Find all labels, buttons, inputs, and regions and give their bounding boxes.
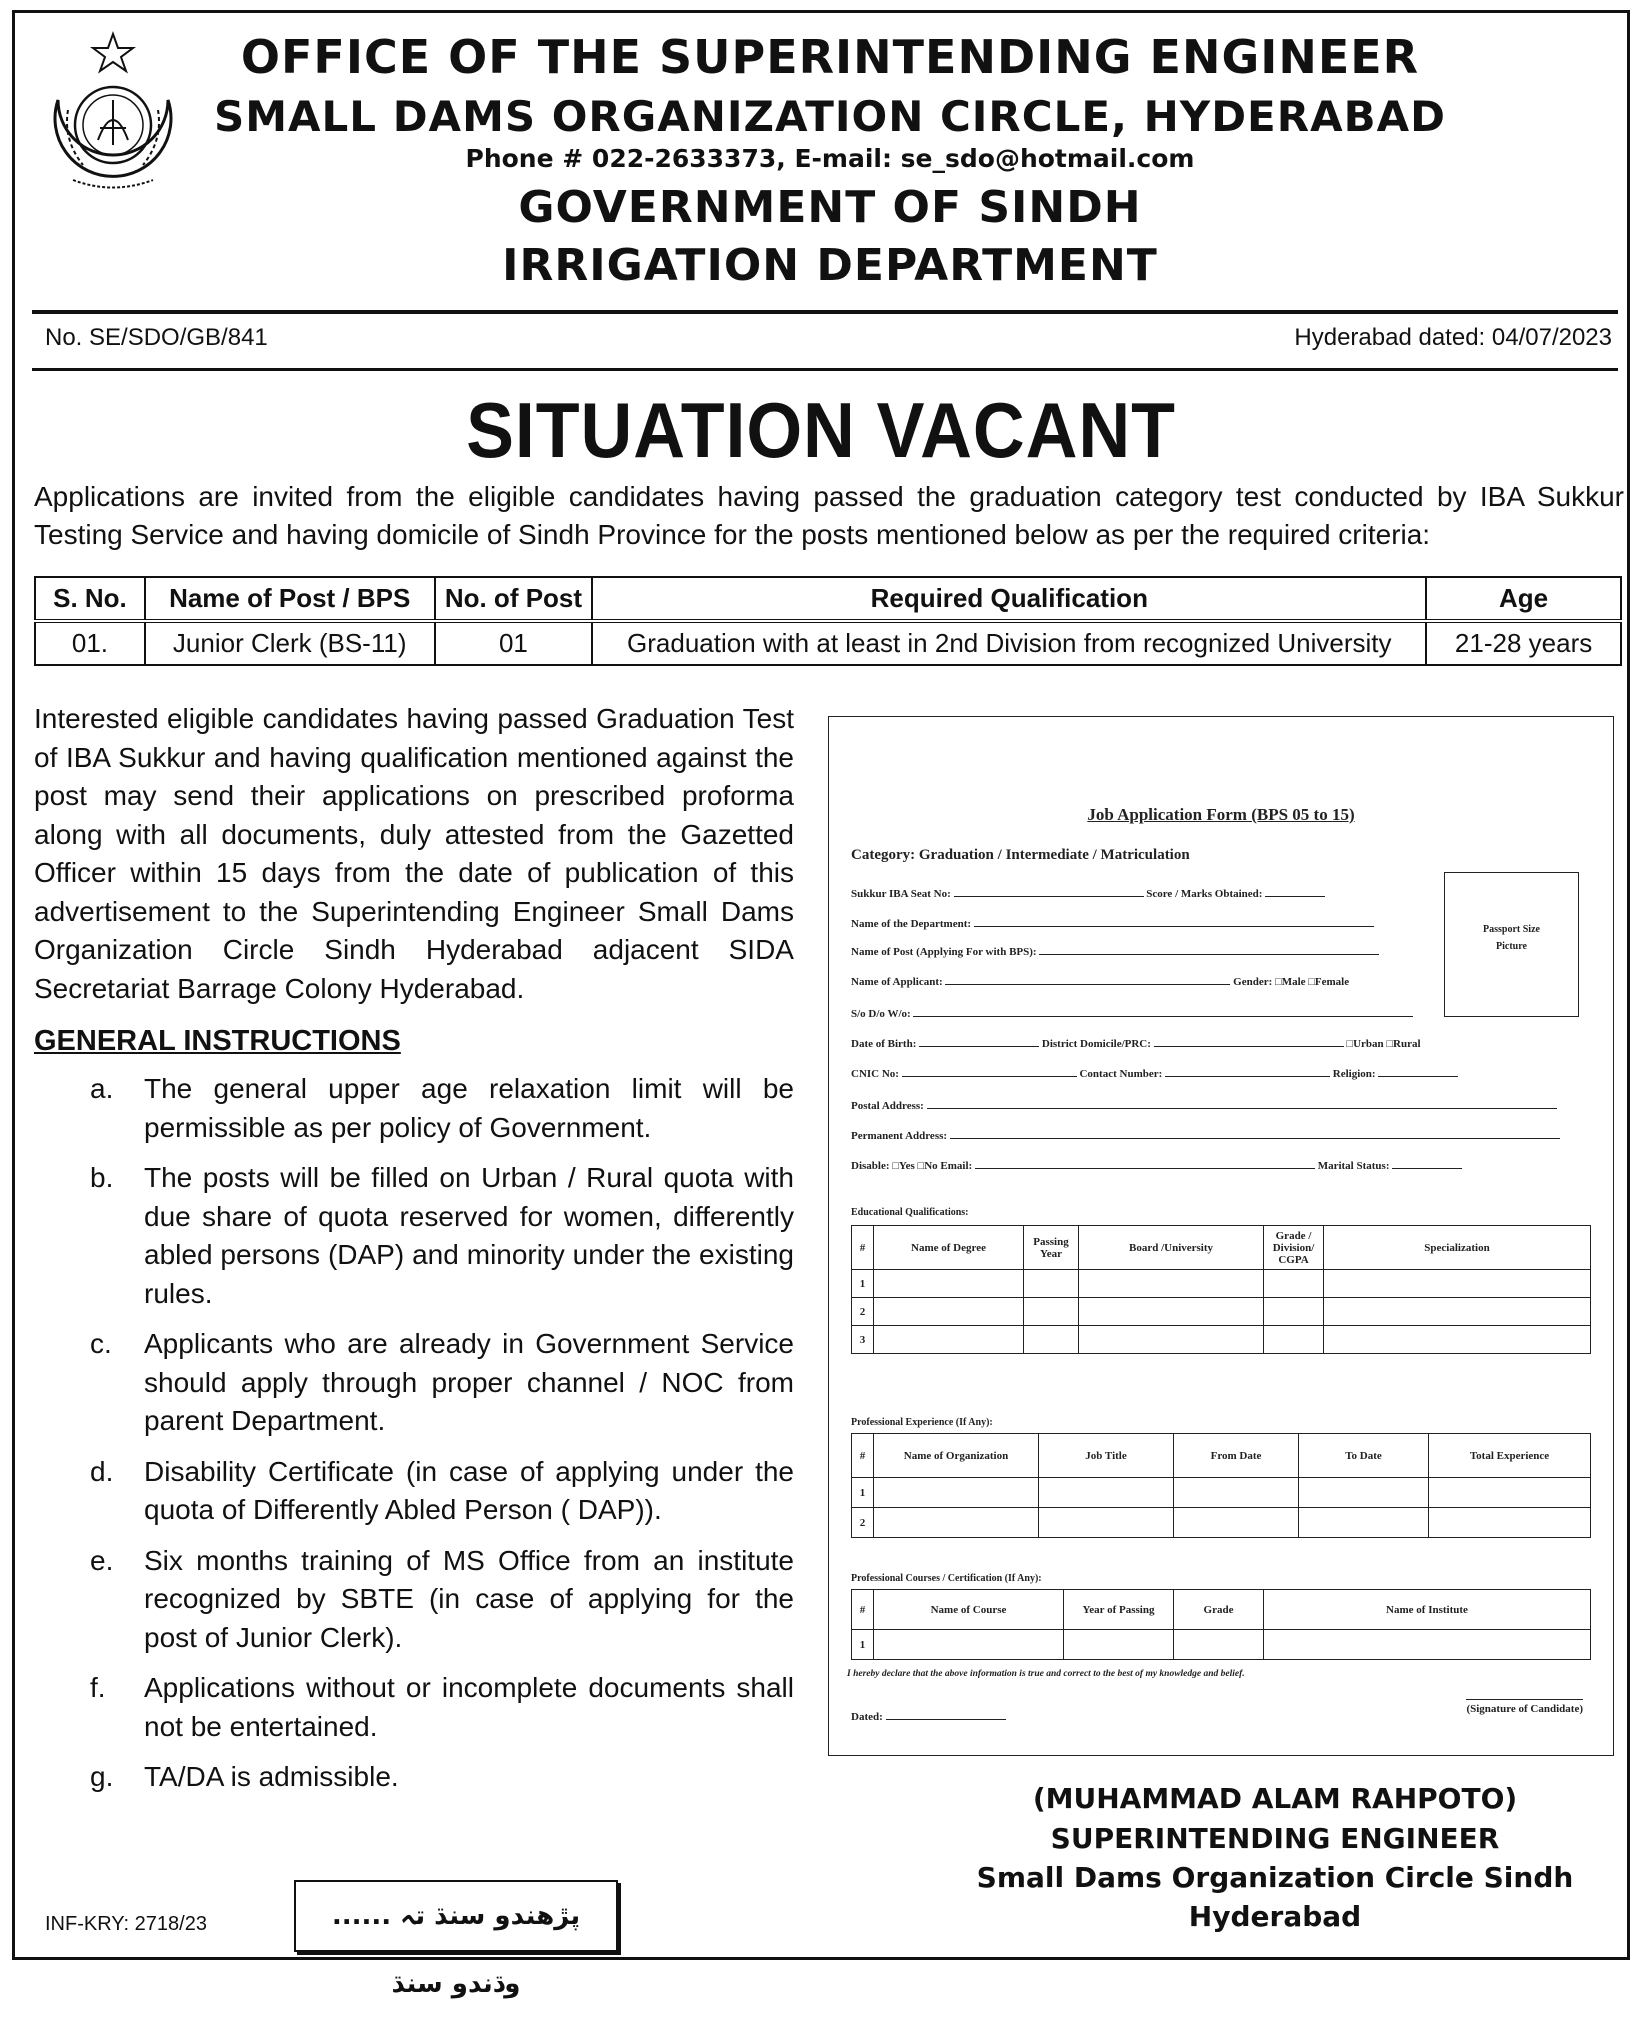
list-text: Applications without or incomplete documents shall not be entertained. — [144, 1672, 794, 1742]
list-item — [34, 1159, 794, 1313]
field-label: Score / Marks Obtained: — [1146, 888, 1263, 900]
table-cell: 2 — [852, 1298, 874, 1326]
list-marker: c. — [90, 1328, 112, 1359]
application-form — [828, 716, 1614, 1756]
checkbox-icon: □ — [1386, 1038, 1394, 1050]
list-marker: g. — [90, 1761, 114, 1792]
contact-line — [1165, 1067, 1330, 1077]
instructions-title: GENERAL INSTRUCTIONS — [34, 1025, 401, 1057]
header-cell: Job Title — [1039, 1434, 1174, 1478]
field-label: CNIC No: — [851, 1068, 899, 1080]
field-label: S/o D/o W/o: — [851, 1008, 911, 1020]
field-label: Postal Address: — [851, 1100, 924, 1112]
header-cell: Passing Year — [1024, 1226, 1079, 1270]
photo-label: Passport Size — [1483, 924, 1540, 935]
office-title: OFFICE OF THE SUPERINTENDING ENGINEER — [240, 30, 1420, 84]
contact-line: Phone # 022-2633373, E-mail: se_sdo@hotmail.com — [465, 144, 1195, 173]
courses-table — [851, 1589, 1591, 1660]
table-row — [35, 621, 1621, 665]
header-cell: Year of Passing — [1064, 1590, 1174, 1630]
reference-date: Hyderabad dated: 04/07/2023 — [1294, 324, 1612, 351]
religion-line — [1378, 1067, 1458, 1077]
checkbox-icon: □ — [892, 1160, 899, 1172]
checkbox-icon: □ — [1346, 1038, 1354, 1050]
dob-line — [919, 1037, 1039, 1047]
field-label: Contact Number: — [1079, 1068, 1163, 1080]
signatory-office: Small Dams Organization Circle Sindh — [976, 1861, 1574, 1894]
table-cell: 1 — [852, 1478, 874, 1508]
header-cell: To Date — [1299, 1434, 1429, 1478]
header-cell: Name of Degree — [874, 1226, 1024, 1270]
list-item — [34, 1325, 794, 1441]
option-label: Rural — [1393, 1038, 1421, 1050]
signature-line: (Signature of Candidate) — [1466, 1699, 1583, 1715]
list-item — [34, 1453, 794, 1530]
header-cell: # — [852, 1226, 874, 1270]
table-cell: 01. — [35, 621, 145, 665]
relation-line — [913, 1007, 1413, 1017]
intro-paragraph: Applications are invited from the eligible candidates having passed the graduation category test conducted by IBA Sukkur Testing Service and having domicile of Sindh Province for the posts mentioned below as per the required criteria: — [34, 481, 1624, 550]
header-cell: Name of Organization — [874, 1434, 1039, 1478]
sindh-government-seal — [38, 30, 188, 195]
list-marker: a. — [90, 1073, 114, 1104]
header-cell: # — [852, 1590, 874, 1630]
option-label: Yes — [898, 1160, 915, 1172]
email-line — [975, 1159, 1315, 1169]
header-cell: Specialization — [1324, 1226, 1591, 1270]
dob-row — [851, 1037, 1421, 1050]
table-cell: Junior Clerk (BS-11) — [145, 621, 435, 665]
list-item — [34, 1758, 794, 1797]
courses-title: Professional Courses / Certification (If Any): — [851, 1573, 1042, 1584]
table-row — [852, 1508, 1591, 1538]
table-row — [852, 1298, 1591, 1326]
field-label: Marital Status: — [1317, 1160, 1390, 1172]
list-text: Disability Certificate (in case of applying under the quota of Differently Abled Person ( DAP)). — [144, 1455, 794, 1525]
form-category: Category: Graduation / Intermediate / Matriculation — [851, 847, 1190, 863]
signatory-name: (MUHAMMAD ALAM RAHPOTO) — [1032, 1782, 1518, 1815]
list-text: Six months training of MS Office from an institute recognized by SBTE (in case of applying for the post of Junior Clerk). — [144, 1544, 794, 1653]
header-cell: Age — [1426, 577, 1621, 621]
checkbox-icon: □ — [1275, 976, 1282, 988]
seat-no-line — [954, 887, 1144, 897]
header-cell: Total Experience — [1429, 1434, 1591, 1478]
header-cell: Name of Course — [874, 1590, 1064, 1630]
photo-label: Picture — [1496, 941, 1527, 952]
marital-line — [1392, 1159, 1462, 1169]
header-cell: # — [852, 1434, 874, 1478]
list-marker: e. — [90, 1544, 114, 1576]
field-label: Gender: — [1233, 976, 1273, 988]
header-cell: Name of Institute — [1264, 1590, 1591, 1630]
table-cell: 21-28 years — [1426, 621, 1621, 665]
vacancy-header-row — [35, 577, 1621, 621]
cnic-row — [851, 1067, 1458, 1080]
education-table — [851, 1225, 1591, 1354]
seat-no-row — [851, 887, 1325, 900]
experience-table — [851, 1433, 1591, 1538]
field-label: Dated: — [851, 1711, 883, 1723]
circle-title: SMALL DAMS ORGANIZATION CIRCLE, HYDERABAD — [214, 92, 1446, 141]
list-text: The general upper age relaxation limit will be permissible as per policy of Government. — [144, 1073, 794, 1143]
table-cell: 3 — [852, 1326, 874, 1354]
list-marker: d. — [90, 1455, 114, 1487]
table-cell: 1 — [852, 1630, 874, 1660]
field-label: Sukkur IBA Seat No: — [851, 888, 951, 900]
dated-line — [886, 1710, 1006, 1720]
table-row — [852, 1434, 1591, 1478]
reference-divider — [32, 368, 1618, 371]
list-marker: f. — [90, 1672, 106, 1703]
header-cell: Grade / Division/ CGPA — [1264, 1226, 1324, 1270]
post-row — [851, 945, 1379, 958]
field-label: Name of Applicant: — [851, 976, 943, 988]
passport-photo-box — [1444, 872, 1579, 1017]
table-row — [852, 1226, 1591, 1270]
reference-number: No. SE/SDO/GB/841 — [45, 324, 268, 351]
table-cell: 2 — [852, 1508, 874, 1538]
signatory-city: Hyderabad — [1188, 1900, 1362, 1933]
field-label: Email: — [940, 1160, 973, 1172]
list-text: Applicants who are already in Government Service should apply through proper channel / NOC from parent Department. — [144, 1328, 794, 1436]
applicant-row — [851, 975, 1349, 988]
table-row — [852, 1326, 1591, 1354]
education-title: Educational Qualifications: — [851, 1207, 969, 1218]
table-row — [852, 1630, 1591, 1660]
field-label: Permanent Address: — [851, 1130, 948, 1142]
form-title: Job Application Form (BPS 05 to 15) — [1087, 805, 1355, 824]
inf-number: INF-KRY: 2718/23 — [45, 1913, 207, 1935]
field-label: Religion: — [1332, 1068, 1376, 1080]
table-row — [852, 1590, 1591, 1630]
table-cell: Graduation with at least in 2nd Division from recognized University — [592, 621, 1426, 665]
permanent-row — [851, 1129, 1560, 1142]
signatory-designation: SUPERINTENDING ENGINEER — [1050, 1822, 1500, 1855]
header-cell: From Date — [1174, 1434, 1299, 1478]
list-text: The posts will be filled on Urban / Rural quota with due share of quota reserved for women, differently abled persons (DAP) and minority under the existing rules. — [144, 1162, 794, 1309]
table-cell: 01 — [435, 621, 593, 665]
department-title: IRRIGATION DEPARTMENT — [502, 240, 1158, 291]
permanent-line — [950, 1129, 1560, 1139]
header-cell: Grade — [1174, 1590, 1264, 1630]
field-label: Name of the Department: — [851, 918, 972, 930]
option-label: Urban — [1353, 1038, 1384, 1050]
checkbox-icon: □ — [1308, 976, 1315, 988]
application-paragraph: Interested eligible candidates having passed Graduation Test of IBA Sukkur and having qualification mentioned against the post may send their applications on prescribed proforma along with all documents, duly attested from the Gazetted Officer within 15 days from the date of publication of this advertisement to the Superintending Engineer Small Dams Organization Circle Sindh Hyderabad adjacent SIDA Secretariat Barrage Colony Hyderabad. — [34, 703, 794, 1004]
field-label: Name of Post (Applying For with BPS): — [851, 946, 1037, 958]
experience-title: Professional Experience (If Any): — [851, 1417, 993, 1428]
postal-row — [851, 1099, 1557, 1112]
header-cell: Board /University — [1079, 1226, 1264, 1270]
header-cell: Name of Post / BPS — [145, 577, 435, 621]
instructions-list — [34, 1070, 794, 1809]
header-divider — [32, 310, 1618, 314]
post-line — [1039, 945, 1379, 955]
field-label: Disable: — [851, 1160, 890, 1172]
sindhi-slogan-box: پڙهندو سنڌ تہ ...... وڌندو سنڌ — [294, 1880, 618, 1952]
list-item — [34, 1669, 794, 1746]
checkbox-icon: □ — [917, 1160, 925, 1172]
cnic-line — [902, 1067, 1077, 1077]
department-line — [974, 917, 1374, 927]
form-dated-row — [851, 1710, 1006, 1723]
list-marker: b. — [90, 1162, 114, 1193]
relation-row — [851, 1007, 1413, 1020]
option-label: Male — [1281, 976, 1306, 988]
postal-line — [927, 1099, 1557, 1109]
option-label: Female — [1314, 976, 1350, 988]
table-row — [852, 1270, 1591, 1298]
applicant-line — [945, 975, 1230, 985]
page-title: SITUATION VACANT — [466, 386, 1176, 474]
list-item — [34, 1070, 794, 1147]
list-item — [34, 1542, 794, 1658]
field-label: Date of Birth: — [851, 1038, 917, 1050]
header-cell: Required Qualification — [592, 577, 1426, 621]
vacancy-table — [34, 576, 1622, 666]
header-cell: S. No. — [35, 577, 145, 621]
disable-row — [851, 1159, 1462, 1172]
list-text: TA/DA is admissible. — [144, 1761, 399, 1792]
field-label: District Domicile/PRC: — [1041, 1038, 1151, 1050]
domicile-line — [1154, 1037, 1344, 1047]
table-row — [852, 1478, 1591, 1508]
government-title: GOVERNMENT OF SINDH — [518, 182, 1142, 233]
score-line — [1265, 887, 1325, 897]
declaration-text: I hereby declare that the above information is true and correct to the best of my knowledge and belief. — [847, 1669, 1245, 1679]
header-cell: No. of Post — [435, 577, 593, 621]
department-row — [851, 917, 1374, 930]
table-cell: 1 — [852, 1270, 874, 1298]
option-label: No — [924, 1160, 938, 1172]
